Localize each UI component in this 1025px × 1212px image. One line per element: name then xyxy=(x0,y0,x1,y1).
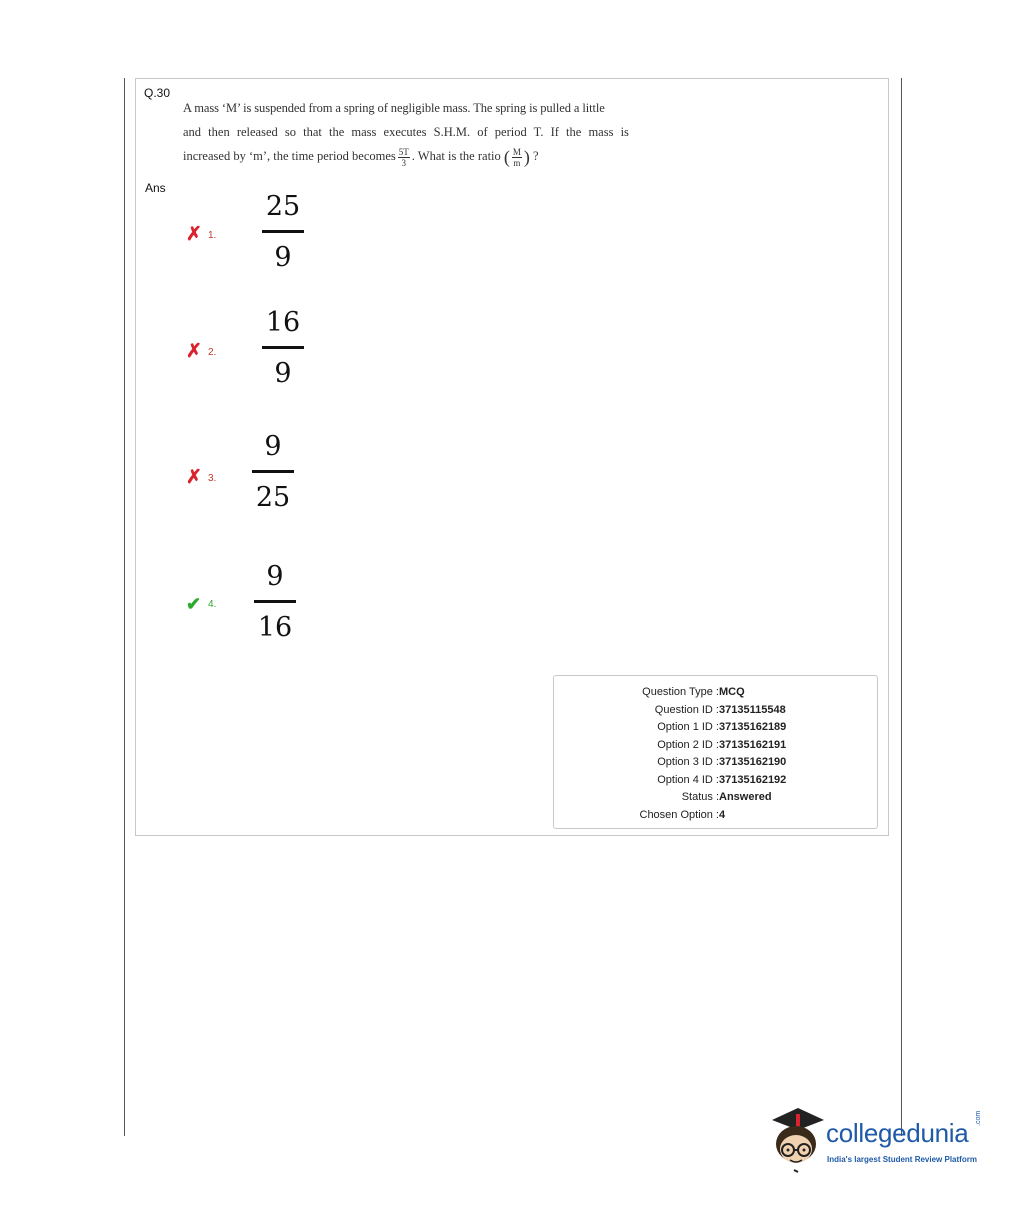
fraction-bar xyxy=(254,600,296,603)
ratio-numerator: M xyxy=(512,146,521,157)
status-value: Answered xyxy=(719,791,772,803)
cross-mark-icon: ✗ xyxy=(186,341,202,362)
ratio-denominator: m xyxy=(513,157,521,168)
fraction-bar xyxy=(262,346,304,349)
period-denominator: 3 xyxy=(401,157,407,168)
check-mark-icon: ✔ xyxy=(186,594,202,614)
option-3-fraction[interactable] xyxy=(252,430,294,515)
question-type-value: MCQ xyxy=(719,686,745,698)
cross-mark-icon: ✗ xyxy=(186,224,202,245)
status-label: Status : xyxy=(681,791,719,803)
question-line-2: and then released so that the mass executes S.H.M. of period T. If the mass is xyxy=(183,125,629,139)
chosen-option-value: 4 xyxy=(719,809,726,821)
question-line-3-pre: increased by ‘m’, the time period becomes xyxy=(183,149,396,163)
page-border-right xyxy=(901,78,902,1136)
option-4-marker xyxy=(186,596,216,612)
fraction-bar xyxy=(262,230,304,233)
option-4-numerator: 9 xyxy=(266,561,284,592)
option-2-fraction[interactable] xyxy=(262,306,304,391)
option-3-id-value: 37135162190 xyxy=(719,756,787,768)
answer-label: Ans xyxy=(145,181,166,195)
option-1-numerator: 25 xyxy=(265,191,301,222)
question-number: Q.30 xyxy=(144,86,171,100)
brand-domain: .com xyxy=(975,1110,982,1126)
question-id-value: 37135115548 xyxy=(719,704,786,716)
chosen-option-label: Chosen Option : xyxy=(639,809,719,821)
ratio-fraction xyxy=(512,147,522,168)
option-3-id-label: Option 3 ID : xyxy=(657,756,719,768)
question-id-label: Question ID : xyxy=(654,704,719,716)
question-line-3-mid: . What is the ratio xyxy=(411,149,501,163)
brand-tagline: India's largest Student Review Platform xyxy=(827,1155,977,1164)
period-fraction xyxy=(398,147,410,168)
option-3-denominator: 25 xyxy=(255,482,291,513)
question-line-3-end: ? xyxy=(533,149,539,163)
mascot-icon xyxy=(768,1104,826,1174)
option-3-number: 3. xyxy=(208,472,217,484)
question-type-label: Question Type : xyxy=(642,686,719,698)
option-1-marker xyxy=(186,224,217,245)
option-2-number: 2. xyxy=(208,346,217,358)
option-4-id-label: Option 4 ID : xyxy=(657,774,719,786)
option-4-denominator: 16 xyxy=(257,612,293,643)
brand-name: collegedunia xyxy=(826,1118,969,1148)
option-4-fraction[interactable] xyxy=(254,560,296,645)
option-1-id-value: 37135162189 xyxy=(719,721,787,733)
option-3-marker xyxy=(186,467,217,488)
period-numerator: 5T xyxy=(398,146,409,157)
option-1-number: 1. xyxy=(208,229,217,241)
option-2-numerator: 16 xyxy=(265,307,301,338)
option-2-id-value: 37135162191 xyxy=(719,739,787,751)
cross-mark-icon: ✗ xyxy=(186,467,202,488)
option-4-number: 4. xyxy=(208,598,217,610)
fraction-bar xyxy=(252,470,294,473)
collegedunia-logo[interactable] xyxy=(768,1104,998,1174)
option-1-fraction[interactable] xyxy=(262,190,304,275)
option-1-id-label: Option 1 ID : xyxy=(657,721,719,733)
question-text xyxy=(183,96,655,169)
question-info-panel xyxy=(553,675,878,829)
option-2-denominator: 9 xyxy=(274,358,292,389)
option-2-marker xyxy=(186,341,217,362)
option-1-denominator: 9 xyxy=(274,242,292,273)
option-3-numerator: 9 xyxy=(264,431,282,462)
question-line-1: A mass ‘M’ is suspended from a spring of negligible mass. The spring is pulled a little xyxy=(183,101,605,115)
question-line-3: increased by ‘m’, the time period becomes $\frac{5T}{3}$ . What is the ratio ( $\frac{M}{m}$ ) ? xyxy=(183,146,539,168)
option-4-id-value: 37135162192 xyxy=(719,774,787,786)
page-border-left xyxy=(124,78,125,1136)
option-2-id-label: Option 2 ID : xyxy=(657,739,719,751)
